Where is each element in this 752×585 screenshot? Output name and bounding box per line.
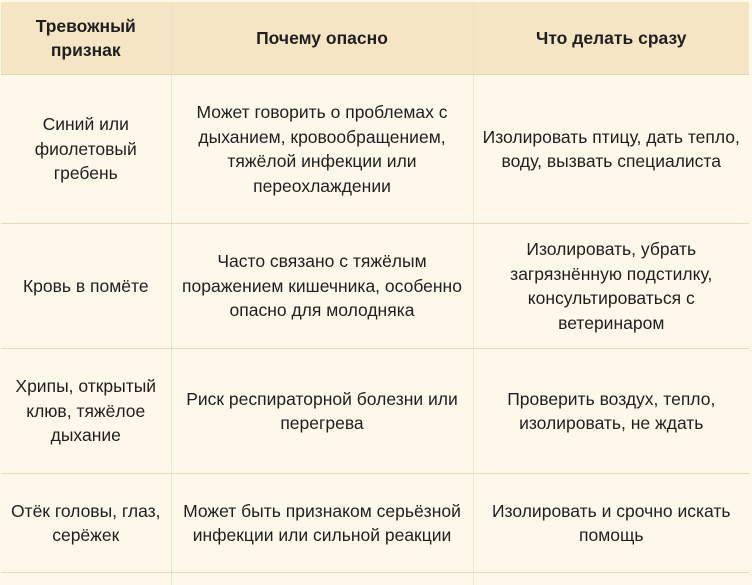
table-row	[1, 474, 749, 573]
table-row	[1, 349, 749, 474]
warning-signs-table	[1, 2, 749, 585]
table-row	[1, 75, 749, 224]
cell-sign: Отёк головы, глаз, серёжек	[1, 474, 171, 573]
cell-action: Изолировать и срочно искать помощь	[473, 474, 749, 573]
cell-why: Риск респираторной болезни или перегрева	[171, 349, 473, 474]
table-row	[1, 224, 749, 349]
cell-why: Может говорить о проблемах с дыханием, кровообращением, тяжёлой инфекции или переохлаждении	[171, 75, 473, 224]
cell-why: Может быть признаком серьёзной инфекции или сильной реакции	[171, 474, 473, 573]
cell-action: Изолировать, убрать загрязнённую подстилку, консультироваться с ветеринаром	[473, 224, 749, 349]
cell-action: Проверить воздух, тепло, изолировать, не ждать	[473, 349, 749, 474]
cell-why	[171, 573, 473, 585]
cell-sign: Хрипы, открытый клюв, тяжёлое дыхание	[1, 349, 171, 474]
cell-action: Изолировать птицу, дать тепло, воду, вызвать специалиста	[473, 75, 749, 224]
cell-action	[473, 573, 749, 585]
cell-sign: Кровь в помёте	[1, 224, 171, 349]
table-header-row	[1, 2, 749, 75]
header-warning-sign: Тревожный признак	[1, 2, 171, 75]
table-row	[1, 573, 749, 585]
header-why-dangerous: Почему опасно	[171, 2, 473, 75]
cell-sign	[1, 573, 171, 585]
cell-why: Часто связано с тяжёлым поражением кишечника, особенно опасно для молодняка	[171, 224, 473, 349]
header-what-to-do: Что делать сразу	[473, 2, 749, 75]
cell-sign: Синий или фиолетовый гребень	[1, 75, 171, 224]
